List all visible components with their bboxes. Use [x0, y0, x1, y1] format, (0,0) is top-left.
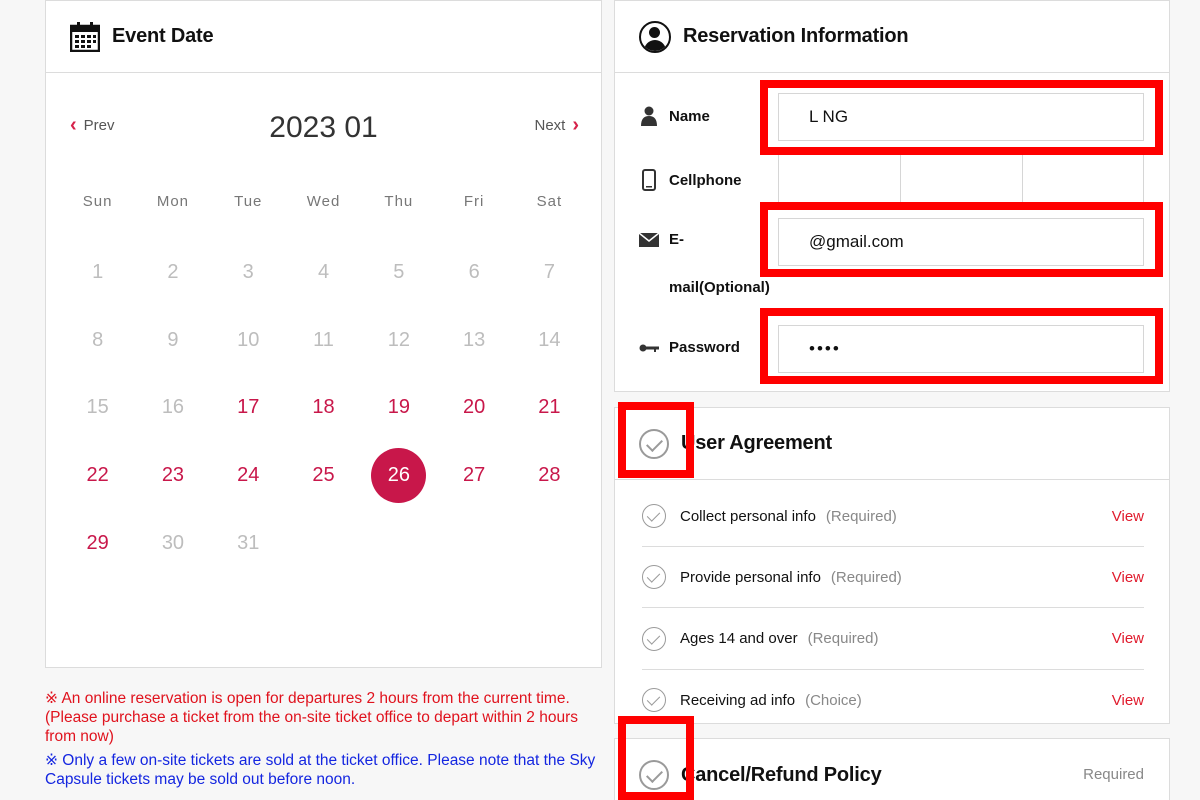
cancel-refund-required: Required: [1083, 766, 1144, 783]
calendar-day-number: 3: [242, 261, 254, 284]
calendar-day-number: 13: [463, 328, 486, 351]
calendar-day-number: 1: [92, 261, 104, 284]
event-date-title: Event Date: [112, 25, 214, 47]
highlight-agree-all-box: [618, 402, 694, 478]
calendar-day[interactable]: [436, 442, 511, 510]
agreement-checkbox[interactable]: [642, 688, 666, 712]
agreement-tag: (Required): [825, 507, 897, 525]
calendar-day-number: 12: [387, 328, 410, 351]
calendar-day: [211, 239, 286, 307]
calendar-day-number: 15: [86, 396, 109, 419]
calendar-day-number: 5: [393, 261, 405, 284]
highlight-password-box: [760, 308, 1163, 384]
reservation-title: Reservation Information: [683, 25, 909, 47]
calendar-day: [135, 509, 210, 577]
calendar-day: [135, 374, 210, 442]
calendar-day-number: 22: [86, 464, 109, 487]
agreement-label: Ages 14 and over: [680, 630, 798, 648]
email-label-line1: E-: [669, 231, 684, 248]
agreement-view-link[interactable]: View: [1111, 568, 1144, 586]
calendar-day-number: 26: [371, 448, 426, 503]
weekday-label: Mon: [156, 193, 190, 210]
agreement-checkbox[interactable]: [642, 627, 666, 651]
calendar-day: [361, 307, 436, 375]
calendar-day-number: 4: [317, 261, 330, 284]
calendar-day-number: 18: [312, 396, 335, 419]
calendar-day: [211, 509, 286, 577]
weekday-label: Thu: [384, 193, 414, 210]
calendar-day: [135, 239, 210, 307]
calendar-day[interactable]: [286, 374, 361, 442]
calendar-day[interactable]: [286, 442, 361, 510]
event-date-panel: [45, 0, 602, 668]
calendar-day-number: 21: [538, 396, 561, 419]
calendar-day-number: 16: [161, 396, 185, 419]
calendar-day: [361, 239, 436, 307]
calendar-icon: [70, 22, 100, 52]
user-agreement-title: User Agreement: [681, 432, 832, 454]
calendar-days: [60, 239, 587, 577]
calendar-day-number: 9: [167, 328, 179, 351]
calendar-day: [60, 374, 135, 442]
cancel-refund-panel: [614, 738, 1170, 800]
calendar-day-number: 6: [468, 261, 480, 284]
name-input[interactable]: L NG: [778, 93, 1144, 141]
envelope-icon: [639, 233, 659, 247]
weekday-label: Tue: [234, 193, 263, 210]
calendar-day-number: 31: [237, 531, 260, 554]
month-label: 2023 01: [269, 111, 378, 144]
calendar-day-number: 25: [312, 464, 335, 487]
agreement-checkbox[interactable]: [642, 565, 666, 589]
agreement-label: Receiving ad info: [680, 691, 796, 709]
calendar-day-number: 14: [538, 328, 561, 351]
calendar-day-number: 19: [387, 396, 410, 419]
prev-label: Prev: [83, 117, 115, 134]
cellphone-label-row: [639, 169, 742, 191]
calendar-day: [436, 307, 511, 375]
calendar-day[interactable]: [135, 442, 210, 510]
calendar-day: [60, 239, 135, 307]
name-label: Name: [669, 107, 710, 125]
person-icon: [639, 106, 659, 126]
password-label-row: [639, 339, 740, 356]
calendar-day: [211, 307, 286, 375]
agreement-item[interactable]: [642, 670, 1144, 731]
calendar-day-selected[interactable]: [361, 442, 436, 510]
name-label-row: [639, 106, 710, 126]
calendar-day[interactable]: [512, 374, 587, 442]
calendar-day-number: 7: [543, 261, 555, 284]
chevron-left-icon: ‹: [70, 114, 77, 136]
user-circle-icon: [639, 21, 671, 53]
agreement-view-link[interactable]: View: [1111, 630, 1144, 648]
calendar-day[interactable]: [60, 509, 135, 577]
calendar-day[interactable]: [361, 374, 436, 442]
weekday-label: Fri: [463, 193, 485, 210]
cellphone-part-3-input[interactable]: [1022, 155, 1144, 203]
calendar-day[interactable]: [211, 374, 286, 442]
calendar-day-number: 10: [237, 328, 260, 351]
calendar-day: [286, 307, 361, 375]
calendar-nav: [46, 111, 601, 147]
calendar-day[interactable]: [512, 442, 587, 510]
notice-onsite-tickets: ※ Only a few on-site tickets are sold at the ticket office. Please note that the Sky Capsule tickets may be sold out before noon.: [45, 752, 596, 788]
notice-online-reservation: ※ An online reservation is open for departures 2 hours from the current time. (Please purchase a ticket from the on-site ticket office to depart within 2 hours from now): [45, 690, 579, 745]
user-agreement-header: [615, 408, 1169, 480]
phone-icon: [639, 169, 659, 191]
email-label-line2: mail(Optional): [669, 279, 770, 296]
calendar-day-number: 27: [463, 464, 486, 487]
calendar-day-number: 23: [161, 464, 185, 487]
weekday-label: Sat: [536, 193, 563, 210]
next-month-button[interactable]: [534, 114, 579, 136]
email-label-row: [639, 231, 684, 248]
highlight-cancel-refund-box: [618, 716, 694, 800]
password-label: Password: [669, 339, 740, 356]
agreement-label: Collect personal info: [680, 507, 816, 525]
key-icon: [639, 343, 659, 353]
agreement-item[interactable]: [642, 609, 1144, 670]
reservation-header: [615, 1, 1169, 73]
calendar-day-number: 20: [463, 396, 486, 419]
calendar-day: [286, 239, 361, 307]
chevron-right-icon: ›: [572, 114, 579, 136]
agreement-view-link[interactable]: View: [1111, 691, 1144, 709]
calendar-day-number: 28: [538, 464, 561, 487]
weekday-header: [60, 193, 587, 210]
calendar-day[interactable]: [60, 442, 135, 510]
agreement-tag: (Required): [830, 568, 902, 586]
cellphone-fields: [778, 155, 1144, 203]
agreement-checkbox[interactable]: [642, 504, 666, 528]
calendar-day[interactable]: [436, 374, 511, 442]
cellphone-part-2-input[interactable]: [900, 155, 1022, 203]
calendar-day[interactable]: [211, 442, 286, 510]
calendar-day-number: 29: [86, 531, 109, 554]
calendar-day-number: 17: [237, 396, 260, 419]
next-label: Next: [534, 117, 566, 134]
highlight-email-box: [760, 202, 1163, 277]
user-agreement-panel: [614, 407, 1170, 724]
agreement-item[interactable]: [642, 547, 1144, 608]
calendar-day-number: 30: [161, 531, 185, 554]
password-input[interactable]: ••••: [778, 325, 1144, 373]
calendar-day: [135, 307, 210, 375]
agreement-tag: (Required): [807, 630, 879, 648]
cellphone-part-1-input[interactable]: [778, 155, 900, 203]
agreement-view-link[interactable]: View: [1111, 507, 1144, 525]
calendar-day: [512, 307, 587, 375]
calendar-day-number: 8: [92, 328, 104, 351]
agreement-item[interactable]: [642, 486, 1144, 547]
weekday-label: Sun: [82, 193, 113, 210]
calendar-day-number: 11: [313, 328, 334, 351]
cellphone-label: Cellphone: [669, 171, 742, 189]
highlight-name-box: [760, 80, 1163, 155]
agreement-label: Provide personal info: [680, 568, 821, 586]
calendar-day-number: 2: [167, 261, 179, 284]
calendar-day: [60, 307, 135, 375]
calendar-day-number: 24: [237, 464, 260, 487]
calendar-day: [436, 239, 511, 307]
cancel-refund-title: Cancel/Refund Policy: [681, 763, 882, 786]
email-input[interactable]: @gmail.com: [778, 218, 1144, 266]
agreement-tag: (Choice): [805, 691, 862, 709]
calendar-day: [512, 239, 587, 307]
weekday-label: Wed: [306, 193, 341, 210]
event-date-header: [46, 1, 601, 73]
